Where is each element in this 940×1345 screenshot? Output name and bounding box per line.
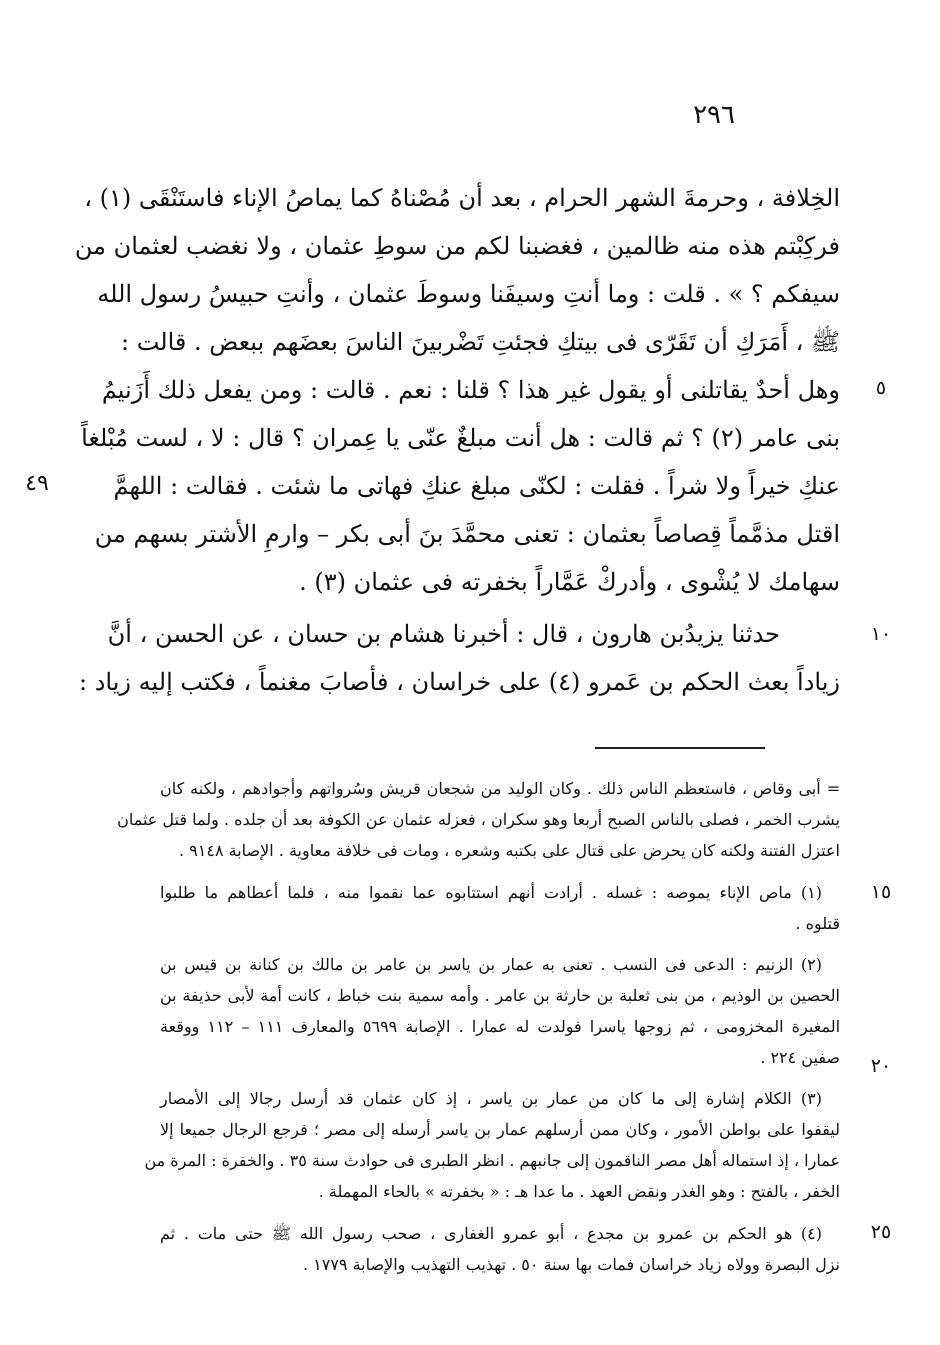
line-number-25: ٢٥ <box>870 1221 892 1243</box>
footnote-line: (٣) الكلام إشارة إلى ما كان من عمار بن ياسر ، إذ كان عثمان قد أرسل رجالا إلى الأمصار <box>160 1089 823 1108</box>
footnote-line: عمارا ، إذ استماله أهل مصر الناقمون إلى جانبهم . انظر الطبرى فى حوادث سنة ٣٥ . والخفرة : المرة من <box>144 1151 840 1170</box>
footnote-line: ليقفوا على بواطن الأمور ، وكان ممن أرسلهم عمار بن ياسر أرسله إلى مصر ؛ فرجع الرجال جميعا إلا <box>160 1120 840 1139</box>
main-text-line: سيفكم ؟ » . قلت : وما أنتِ وسيفَنا وسوطَ عثمان ، وأنتِ حبيسُ رسول الله <box>97 280 840 308</box>
line-number-10: ١٠ <box>870 623 892 645</box>
footnote-line: المغيرة المخزومى ، ثم زوجها ياسرا فولدت له عمارا . الإصابة ٥٦٩٩ والمعارف ١١١ – ١١٢ ووقعة <box>160 1017 841 1036</box>
footnote-line: نزل البصرة وولاه زياد خراسان فمات بها سنة ٥٠ . تهذيب التهذيب والإصابة ١٧٧٩ . <box>302 1255 840 1274</box>
footnote-line: صفين ٢٢٤ . <box>760 1048 840 1067</box>
main-text-line: ﷺ ، أَمَرَكِ أن تَقَرّى فى بيتكِ فجئتِ تَضْربينَ الناسَ بعضَهم ببعض . قالت : <box>120 328 840 356</box>
line-number-20: ٢٠ <box>870 1055 892 1077</box>
footnote-line: قتلوه . <box>795 914 840 933</box>
footnote-line: يشرب الخمر ، فصلى بالناس الصبح أربعا وهو سكران ، فعزله عثمان عن الكوفة بعد أن جلده . ولما قتل عثمان <box>117 810 840 829</box>
footnote-line: اعتزل الفتنة ولكنه كان يحرض على قتال على بكتبه وشعره ، ومات فى خلافة معاوية . الإصابة ٩١٤٨ . <box>178 841 840 860</box>
footnote-line: (٢) الزنيم : الدعى فى النسب . تعنى به عمار بن ياسر بن عامر بن مالك بن كنانة بن قيس بن <box>160 955 822 974</box>
main-text-line: فركِبْتم هذه منه ظالمين ، فغضبنا لكم من سوطِ عثمان ، ولا نغضب لعثمان من <box>74 232 840 260</box>
footnote-line: (١) ماص الإناء يموصه : غسله . أرادت أنهم استتابوه عما نقموا منه ، فلما أعطاهم ما طلبوا <box>160 883 822 902</box>
main-text-line: بنى عامر (٢) ؟ ثم قالت : هل أنت مبلغٌ عنّى يا عِمران ؟ قال : لا ، لست مُبْلغاً <box>81 424 840 452</box>
main-text-line: سهامك لا يُشْوى ، وأدركْ عَمَّاراً بخفرته فى عثمان (٣) . <box>299 568 840 596</box>
footnote-line: (٤) هو الحكم بن عمرو بن مجدع ، أبو عمرو الغفارى ، صحب رسول الله ﷺ حتى مات . ثم <box>160 1224 822 1243</box>
main-text-line: اقتل مذمَّماً قِصاصاً بعثمان : تعنى محمَّدَ بنَ أبى بكر – وارمِ الأشتر بسهم من <box>94 520 840 548</box>
main-text-line: حدثنا يزيدُبن هارون ، قال : أخبرنا هشام بن حسان ، عن الحسن ، أنَّ <box>107 620 780 648</box>
main-text-line: عنكِ خيراً ولا شراً . فقلت : لكنّى مبلغ عنكِ فهاتى ما شئت . فقالت : اللهمَّ <box>113 472 840 500</box>
footnote-line: الخفر ، بالفتح : وهو الغدر ونقض العهد . ما عدا هـ : « بخفرته » بالحاء المهملة . <box>318 1182 840 1201</box>
line-number-15: ١٥ <box>870 881 892 903</box>
footnote-separator <box>595 747 765 749</box>
main-text-line: الخِلافة ، وحرمةَ الشهر الحرام ، بعد أن مُصْناهُ كما يماصُ الإناء فاستَنْقَى (١) ، <box>84 184 840 212</box>
main-text-line: زياداً بعث الحكم بن عَمرو (٤) على خراسان ، فأصابَ مغنماً ، فكتب إليه زياد : <box>79 668 840 696</box>
outer-page-reference: ٤٩ <box>25 471 49 496</box>
line-number-5: ٥ <box>875 377 887 399</box>
footnote-line: = أبى وقاص ، فاستعظم الناس ذلك . وكان الوليد من شجعان قريش وسُرواتهم وأجوادهم ، ولكنه كان <box>160 779 840 798</box>
page-number: ٢٩٦ <box>693 100 735 130</box>
footnote-line: الحصين بن الوذيم ، من بنى ثعلبة بن حارثة بن عامر . وأمه سمية بنت خباط ، كانت أمة لأبى حذيفة بن <box>160 986 840 1005</box>
main-text-line: وهل أحدٌ يقاتلنى أو يقول غير هذا ؟ قلنا : نعم . قالت : ومن يفعل ذلك أَزَنيمُ <box>101 376 840 404</box>
